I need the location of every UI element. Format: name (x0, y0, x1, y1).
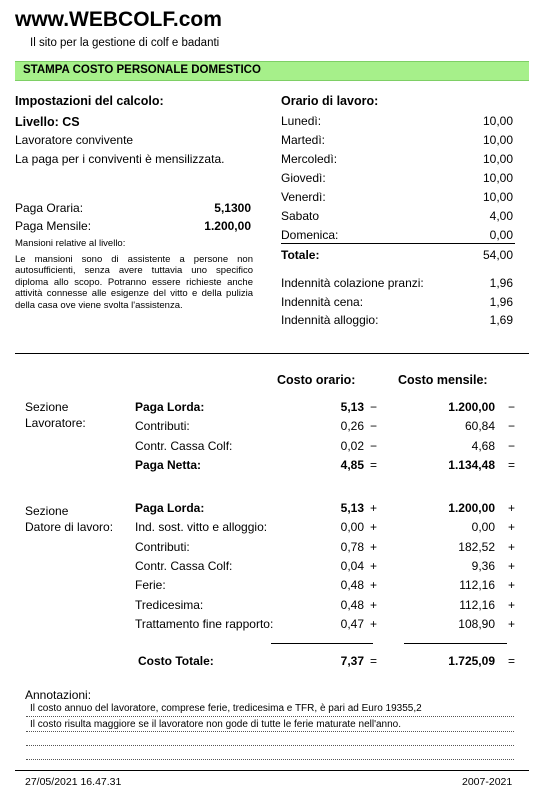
note-rule-2 (26, 731, 514, 732)
page-title: STAMPA COSTO PERSONALE DOMESTICO (23, 64, 261, 76)
cost-row-op-hourly: + (370, 616, 378, 631)
allowance-value: 1,69 (489, 313, 513, 327)
total-cost-label: Costo Totale: (138, 654, 214, 668)
level-label: Livello: CS (15, 115, 80, 129)
cost-row-hourly: 5,13 (340, 400, 364, 414)
note-rule-4 (26, 759, 514, 760)
total-cost-monthly: 1.725,09 (448, 654, 495, 668)
monthly-pay-label: Paga Mensile: (15, 219, 92, 233)
worker-section-label-1: Sezione (25, 400, 69, 414)
schedule-day-hours: 4,00 (489, 209, 513, 223)
hourly-pay-value: 5,1300 (214, 201, 251, 215)
cost-row-monthly: 1.134,48 (448, 457, 495, 472)
schedule-day-hours: 10,00 (482, 171, 513, 185)
cost-row-hourly: 0,02 (340, 438, 364, 453)
cost-row-op-monthly: − (508, 438, 516, 453)
cost-row-op-monthly: − (508, 400, 516, 414)
cost-row-label: Contr. Cassa Colf: (135, 558, 233, 573)
section-divider (15, 353, 529, 354)
total-hourly-rule (271, 643, 373, 644)
cost-row-hourly: 0,48 (340, 597, 364, 612)
cost-row-monthly: 112,16 (459, 578, 495, 593)
cost-row-label: Contributi: (135, 419, 190, 434)
schedule-day-label: Domenica: (281, 228, 339, 242)
cost-row-hourly: 0,78 (340, 539, 364, 554)
cost-row-hourly: 0,48 (340, 578, 364, 593)
cost-row-hourly: 0,00 (340, 520, 364, 535)
total-monthly-rule (404, 643, 507, 644)
schedule-day-label: Sabato (281, 209, 320, 223)
cost-row-label: Paga Netta: (135, 457, 202, 472)
cost-row-op-hourly: + (370, 558, 378, 573)
allowance-value: 1,96 (489, 276, 513, 290)
note-line-1: Il costo annuo del lavoratore, comprese ferie, tredicesima e TFR, è pari ad Euro 19355,2 (30, 703, 422, 714)
cost-row-label: Contributi: (135, 539, 190, 554)
cost-row-op-hourly: − (370, 438, 378, 453)
cost-row-monthly: 9,36 (471, 558, 495, 573)
schedule-total-value: 54,00 (482, 248, 513, 262)
cost-row-op-monthly: + (508, 578, 516, 593)
cost-row-op-monthly: = (508, 457, 516, 472)
cost-row-hourly: 0,47 (340, 616, 364, 631)
cost-row-monthly: 108,90 (458, 616, 495, 631)
cost-row-label: Ind. sost. vitto e alloggio: (135, 520, 268, 535)
allowance-label: Indennità cena: (281, 294, 364, 309)
schedule-day-label: Lunedì: (281, 114, 322, 128)
total-cost-hourly: 7,37 (340, 654, 364, 668)
cost-row-op-hourly: + (370, 539, 378, 554)
total-cost-op-hourly: = (370, 654, 378, 668)
cost-row-hourly: 5,13 (340, 501, 364, 515)
monthly-pay-value: 1.200,00 (204, 219, 251, 233)
allowance-label: Indennità alloggio: (281, 313, 379, 327)
schedule-total-label: Totale: (281, 248, 320, 262)
cost-row-label: Paga Lorda: (135, 400, 205, 414)
settings-title: Impostazioni del calcolo: (15, 94, 164, 108)
worker-type: Lavoratore convivente (15, 133, 134, 147)
cost-row-op-hourly: − (370, 400, 378, 414)
cost-row-op-monthly: − (508, 419, 516, 434)
schedule-day-hours: 0,00 (489, 228, 513, 242)
worker-section-label-2: Lavoratore: (25, 416, 86, 430)
total-cost-op-monthly: = (508, 654, 516, 668)
cost-row-op-monthly: + (508, 558, 516, 573)
cost-row-hourly: 0,26 (340, 419, 364, 434)
cost-row-op-monthly: + (508, 616, 516, 631)
cost-row-op-hourly: = (370, 457, 378, 472)
note-rule-3 (26, 745, 514, 746)
schedule-day-label: Venerdì: (281, 190, 326, 204)
footer-divider (15, 770, 529, 771)
schedule-day-hours: 10,00 (482, 133, 513, 147)
cost-row-label: Ferie: (135, 578, 166, 593)
hourly-pay-label: Paga Oraria: (15, 201, 84, 215)
cost-row-monthly: 1.200,00 (448, 501, 495, 515)
col-monthly-header: Costo mensile: (398, 373, 488, 387)
schedule-day-hours: 10,00 (482, 152, 513, 166)
duties-label: Mansioni relative al livello: (15, 238, 126, 249)
col-hourly-header: Costo orario: (277, 373, 356, 387)
cost-row-label: Paga Lorda: (135, 501, 205, 515)
cost-row-monthly: 60,84 (464, 419, 495, 434)
cost-row-op-monthly: + (508, 501, 516, 515)
cost-row-op-monthly: + (508, 520, 516, 535)
cost-row-op-hourly: − (370, 419, 378, 434)
site-tagline: Il sito per la gestione di colf e badanti (30, 37, 220, 49)
note-rule-1 (26, 716, 514, 717)
cost-row-op-hourly: + (370, 501, 378, 515)
cost-row-hourly: 0,04 (340, 558, 364, 573)
schedule-day-hours: 10,00 (482, 114, 513, 128)
schedule-day-label: Mercoledì: (281, 152, 338, 166)
cost-row-label: Tredicesima: (135, 597, 204, 612)
cost-row-monthly: 0,00 (471, 520, 495, 535)
allowance-value: 1,96 (489, 294, 513, 309)
allowance-label: Indennità colazione pranzi: (281, 276, 424, 290)
schedule-day-label: Martedì: (281, 133, 326, 147)
employer-section-label-1: Sezione (25, 504, 69, 518)
cost-row-label: Trattamento fine rapporto: (135, 616, 274, 631)
cost-row-op-hourly: + (370, 520, 378, 535)
cost-row-hourly: 4,85 (340, 457, 364, 472)
pay-note: La paga per i conviventi è mensilizzata. (15, 152, 225, 166)
cost-row-monthly: 112,16 (459, 597, 495, 612)
cost-row-monthly: 182,52 (458, 539, 495, 554)
duties-description: Le mansioni sono di assistente a persone non autosufficienti, senza avere tuttavia uno specifico diploma allo scopo. Potranno essere richieste anche attività connesse alle esigenze del vitto e della pulizia della casa ove viene svolta l'assistenza. (15, 254, 253, 311)
cost-row-monthly: 1.200,00 (448, 400, 495, 414)
cost-row-label: Contr. Cassa Colf: (135, 438, 233, 453)
site-logo: www.WEBCOLF.com (15, 8, 222, 31)
cost-row-op-monthly: + (508, 597, 516, 612)
cost-row-op-hourly: + (370, 578, 378, 593)
cost-row-op-monthly: + (508, 539, 516, 554)
copyright-years: 2007-2021 (462, 776, 513, 788)
cost-row-monthly: 4,68 (471, 438, 495, 453)
schedule-day-hours: 10,00 (482, 190, 513, 204)
note-line-2: Il costo risulta maggiore se il lavoratore non gode di tutte le ferie maturate nell'anno. (30, 719, 402, 730)
schedule-day-label: Giovedì: (281, 171, 326, 185)
employer-section-label-2: Datore di lavoro: (25, 520, 114, 534)
cost-row-op-hourly: + (370, 597, 378, 612)
schedule-title: Orario di lavoro: (281, 94, 379, 108)
page-title-banner (15, 61, 529, 81)
notes-title: Annotazioni: (25, 688, 92, 702)
schedule-divider (281, 243, 515, 244)
print-datetime: 27/05/2021 16.47.31 (25, 776, 122, 788)
